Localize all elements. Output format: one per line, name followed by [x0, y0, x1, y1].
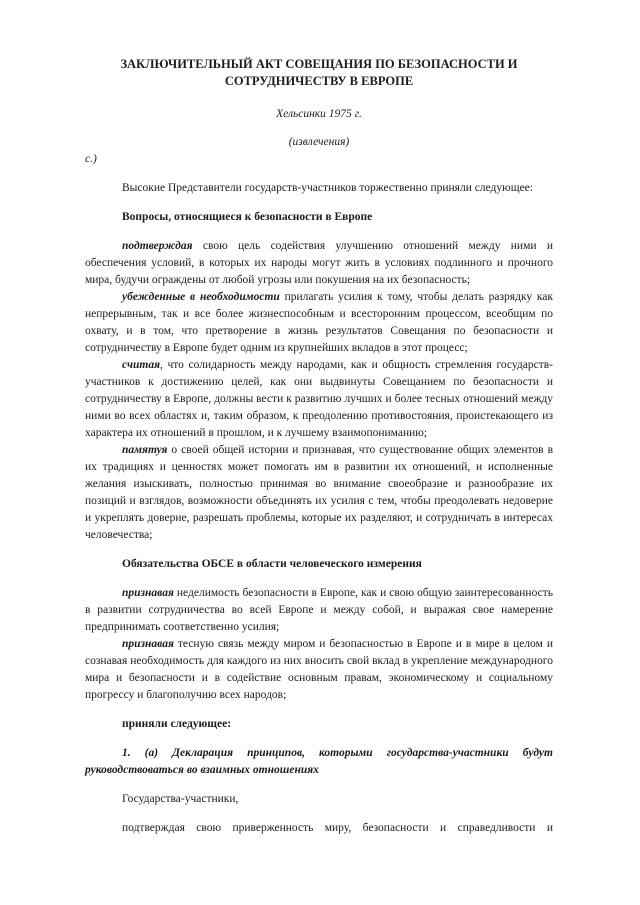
- paragraph-text: прилагать усилия к тому, чтобы делать разрядку как непрерывным, так и все более жизнеспособным и всесторонним процессом, всеобщим по охвату, и в том, что претворение в жизнь результатов Совещания по безопасности и сотрудничеству в Европе будет одним из крупнейших вкладов в этот процесс;: [85, 291, 554, 354]
- preamble-paragraph-convinced: [85, 289, 553, 357]
- heading-osce-commitments: Обязательства ОБСЕ в области человеческого измерения: [122, 558, 422, 570]
- paragraph-lead-word: подтверждая: [122, 240, 193, 252]
- paragraph-lead-word: считая: [122, 359, 161, 371]
- paragraph-lead-word: признавая: [122, 587, 174, 599]
- document-title: ЗАКЛЮЧИТЕЛЬНЫЙ АКТ СОВЕЩАНИЯ ПО БЕЗОПАСНОСТИ И СОТРУДНИЧЕСТВУ В ЕВРОПЕ: [120, 57, 518, 88]
- paragraph-text: , что солидарность между народами, как и общность стремления государств-участников к достижению целей, как они выдвинуты Совещанием по безопасности и сотрудничеству в Европе, должны вести к развитию лучших и более тесных отношений между ними во всех областях и, таким образом, к преодолению противостояния, проистекающего из характера их отношений в прошлом, и к лучшему взаимопониманию;: [85, 359, 553, 439]
- paragraph-text: неделимость безопасности в Европе, как и свою общую заинтересованность в развитии сотрудничества во всей Европе и между собой, и выражая свое намерение предпринимать соответственно усилия;: [85, 587, 553, 633]
- preamble-paragraph-considering: [85, 357, 553, 442]
- preamble-paragraph-confirming: [85, 238, 553, 289]
- resolution-line: приняли следующее:: [122, 718, 232, 730]
- preamble-paragraph-mindful: [85, 442, 553, 544]
- paragraph-lead-word: убежденные в необходимости: [122, 291, 280, 303]
- paragraph-lead-word: признавая: [122, 638, 174, 650]
- osce-paragraph-recognizing-2: [85, 636, 553, 704]
- paragraph-lead-word: памятуя: [122, 444, 168, 456]
- declaration-heading: 1. (а) Декларация принципов, которыми государства-участники будут руководствоваться во взаимных отношениях: [85, 747, 553, 776]
- extract-marker: с.): [85, 153, 97, 165]
- paragraph-text: о своей общей истории и признавая, что существование общих элементов в их традициях и ценностях может помогать им в развитии их отношений, и исполненные желания изыскивать, полностью принимая во внимание своеобразие и разнообразие их позиций и взглядов, возможности объединять их усилия с тем, чтобы преодолевать недоверие и укреплять доверие, разрешать проблемы, которые их разделяют, и сотрудничать в интересах человечества;: [85, 444, 553, 541]
- closing-line: подтверждая свою приверженность миру, безопасности и справедливости и: [122, 822, 553, 834]
- paragraph-text: свою цель содействия улучшению отношений между ними и обеспечения условий, в которых их народы могут жить в условиях подлинного и прочного мира, будучи ограждены от любой угрозы или покушения на их безопасность;: [85, 240, 553, 286]
- osce-paragraph-recognizing-1: [85, 585, 553, 636]
- intro-paragraph: Высокие Представители государств-участников торжественно приняли следующее:: [122, 182, 533, 194]
- paragraph-text: тесную связь между миром и безопасностью в Европе и в мире в целом и сознавая необходимость для каждого из них вносить свой вклад в укрепление международного мира и безопасности и в содействие основным правам, экономическому и социальному прогрессу и благополучию всех народов;: [85, 638, 553, 701]
- heading-security-questions: Вопросы, относящиеся к безопасности в Европе: [122, 211, 373, 223]
- extract-note: (извлечения): [288, 136, 350, 148]
- participants-line: Государства-участники,: [122, 793, 239, 805]
- document-subtitle: Хельсинки 1975 г.: [276, 108, 362, 120]
